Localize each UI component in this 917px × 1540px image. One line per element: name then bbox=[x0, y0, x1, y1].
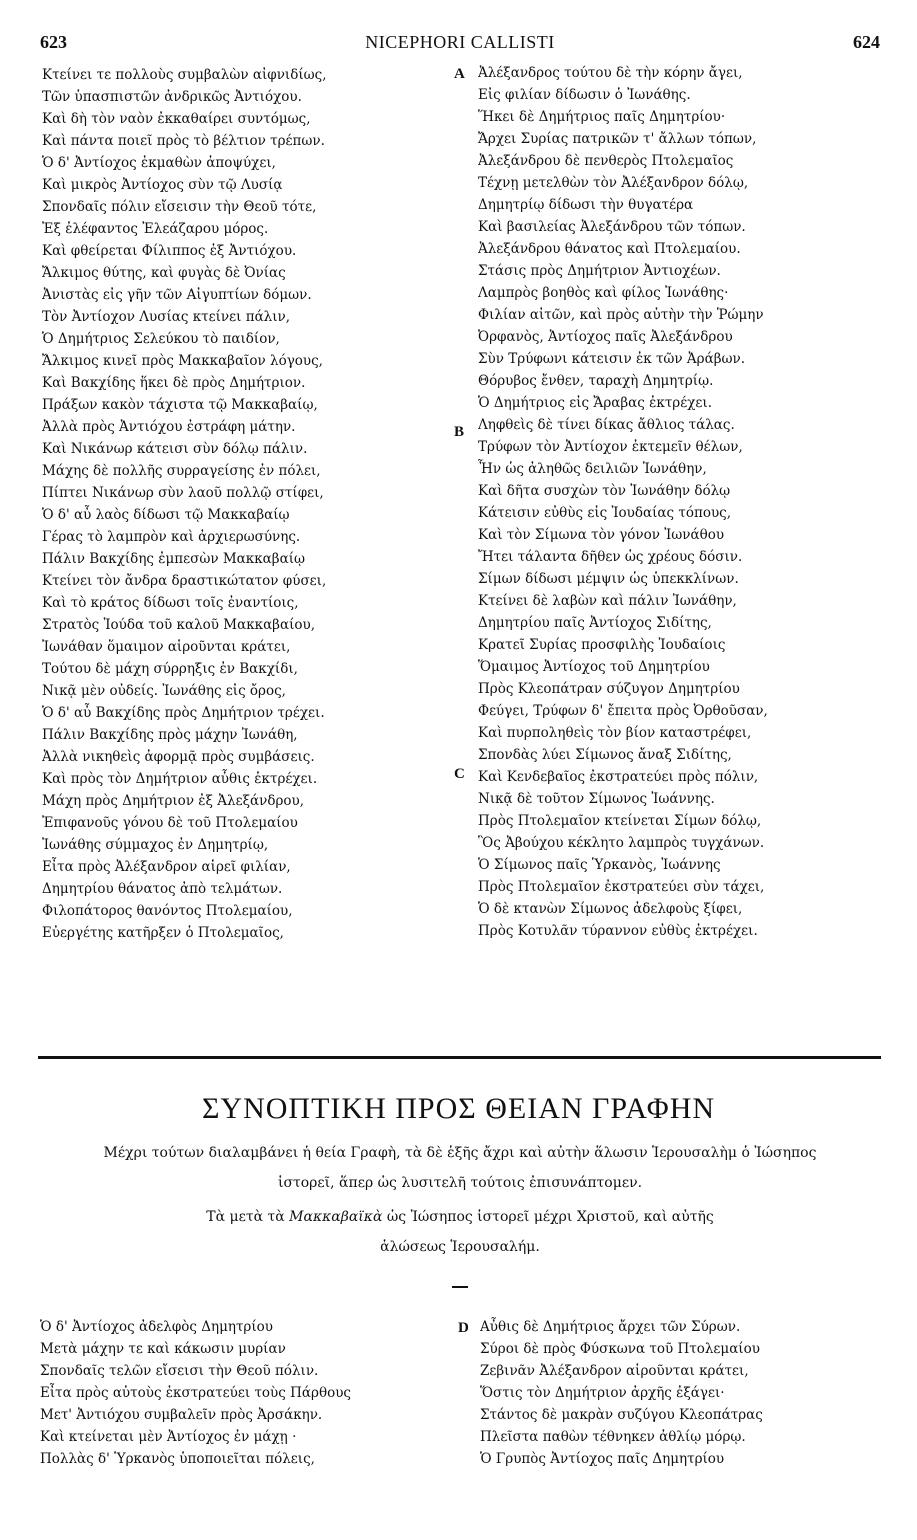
intro-text: ὡς Ἰώσηπος ἱστορεῖ μέχρι Χριστοῦ, καὶ αὐτῆς bbox=[382, 1209, 714, 1225]
verse-line: Σίμων δίδωσι μέμψιν ὡς ὑπεκκλίνων. bbox=[478, 571, 739, 587]
verse-line: Καὶ μικρὸς Ἀντίοχος σὺν τῷ Λυσίᾳ bbox=[42, 177, 283, 193]
running-title: NICEPHORI CALLISTI bbox=[365, 32, 555, 52]
verse-line: Μετὰ μάχην τε καὶ κάκωσιν μυρίαν bbox=[40, 1341, 286, 1357]
bottom-right-column bbox=[480, 1316, 870, 1470]
verse-line: Τρύφων τὸν Ἀντίοχον ἐκτεμεῖν θέλων, bbox=[478, 439, 743, 455]
verse-line: Ὁ δ' αὖ λαὸς δίδωσι τῷ Μακκαβαίῳ bbox=[42, 507, 290, 523]
verse-line: Μάχη πρὸς Δημήτριον ἐξ Ἀλεξάνδρου, bbox=[42, 793, 305, 809]
verse-line: Ὅστις τὸν Δημήτριον ἀρχῆς ἐξάγει· bbox=[480, 1385, 725, 1401]
verse-line: Ὅμαιμος Ἀντίοχος τοῦ Δημητρίου bbox=[478, 659, 710, 675]
verse-line: Καὶ φθείρεται Φίλιππος ἐξ Ἀντιόχου. bbox=[42, 243, 297, 259]
verse-line: Κτείνει τε πολλοὺς συμβαλὼν αἰφνιδίως, bbox=[42, 67, 327, 83]
verse-line: Φιλίαν αἰτῶν, καὶ πρὸς αὐτὴν τὴν Ῥώμην bbox=[478, 307, 764, 323]
left-page-number: 623 bbox=[40, 32, 67, 52]
verse-line: Στρατὸς Ἰούδα τοῦ καλοῦ Μακκαβαίου, bbox=[42, 617, 316, 633]
margin-marker-d: D bbox=[458, 1320, 469, 1336]
verse-line: Θόρυβος ἔνθεν, ταραχὴ Δημητρίῳ. bbox=[478, 373, 714, 389]
verse-line: Τούτου δὲ μάχη σύρρηξις ἐν Βακχίδι, bbox=[42, 661, 298, 677]
verse-line: Ὁ δ' Ἀντίοχος ἀδελφὸς Δημητρίου bbox=[40, 1319, 273, 1335]
verse-line: Σύροι δὲ πρὸς Φύσκωνα τοῦ Πτολεμαίου bbox=[480, 1341, 760, 1357]
right-page-number: 624 bbox=[853, 32, 880, 52]
section-divider-rule bbox=[38, 1056, 881, 1059]
verse-line: Δημητρίου παῖς Ἀντίοχος Σιδίτης, bbox=[478, 615, 712, 631]
verse-line: Μετ' Ἀντιόχου συμβαλεῖν πρὸς Ἀρσάκην. bbox=[40, 1407, 323, 1423]
verse-line: Ἰωνάθαν ὅμαιμον αἱροῦνται κράτει, bbox=[42, 639, 291, 655]
bottom-left-column bbox=[40, 1316, 440, 1470]
verse-line: Σπονδαῖς πόλιν εἴσεισιν τὴν Θεοῦ τότε, bbox=[42, 199, 317, 215]
verse-line: Ἐπιφανοῦς γόνου δὲ τοῦ Πτολεμαίου bbox=[42, 815, 298, 831]
verse-line: Ζεβινᾶν Ἀλέξανδρον αἱροῦνται κράτει, bbox=[480, 1363, 749, 1379]
intro-italic-text: Μακκαβαϊκὰ bbox=[289, 1209, 383, 1225]
verse-line: Δημητρίῳ δίδωσι τὴν θυγατέρα bbox=[478, 197, 694, 213]
page-header bbox=[40, 32, 880, 58]
intro-line: ἱστορεῖ, ἅπερ ὡς λυσιτελῆ τούτοις ἐπισυνάπτομεν. bbox=[277, 1175, 643, 1191]
verse-line: Καὶ πάντα ποιεῖ πρὸς τὸ βέλτιον τρέπων. bbox=[42, 133, 325, 149]
verse-line: Εἰς φιλίαν δίδωσιν ὁ Ἰωνάθης. bbox=[478, 87, 691, 103]
verse-line: Τέχνῃ μετελθὼν τὸν Ἀλέξανδρον δόλῳ, bbox=[478, 175, 749, 191]
intro-line: ἁλώσεως Ἱερουσαλήμ. bbox=[380, 1239, 540, 1255]
verse-line: Καὶ τὸν Σίμωνα τὸν γόνον Ἰωνάθου bbox=[478, 527, 725, 543]
verse-line: Πλεῖστα παθὼν τέθνηκεν ἀθλίῳ μόρῳ. bbox=[480, 1429, 746, 1445]
verse-line: Ὁ Γρυπὸς Ἀντίοχος παῖς Δημητρίου bbox=[480, 1451, 725, 1467]
verse-line: Πράξων κακὸν τάχιστα τῷ Μακκαβαίῳ, bbox=[42, 397, 318, 413]
short-dash-divider bbox=[452, 1286, 468, 1288]
verse-line: Ὁ δ' Ἀντίοχος ἐκμαθὼν ἀποψύχει, bbox=[42, 155, 276, 171]
verse-line: Καὶ δῆτα συσχὼν τὸν Ἰωνάθην δόλῳ bbox=[478, 483, 731, 499]
verse-line: Πάλιν Βακχίδης ἐμπεσὼν Μακκαβαίῳ bbox=[42, 551, 306, 567]
verse-line: Καὶ βασιλείας Ἀλεξάνδρου τῶν τόπων. bbox=[478, 219, 746, 235]
verse-line: Αὖθις δὲ Δημήτριος ἄρχει τῶν Σύρων. bbox=[480, 1319, 741, 1335]
verse-line: Ἀλλὰ πρὸς Ἀντιόχου ἐστράφη μάτην. bbox=[42, 419, 296, 435]
verse-line: Καὶ Νικάνωρ κάτεισι σὺν δόλῳ πάλιν. bbox=[42, 441, 308, 457]
verse-line: Ὀρφανὸς, Ἀντίοχος παῖς Ἀλεξάνδρου bbox=[478, 329, 733, 345]
verse-line: Γέρας τὸ λαμπρὸν καὶ ἀρχιερωσύνης. bbox=[42, 529, 301, 545]
verse-line: Σπονδὰς λύει Σίμωνος ἄναξ Σιδίτης, bbox=[478, 747, 732, 763]
verse-line: Καὶ δὴ τὸν ναὸν ἐκκαθαίρει συντόμως, bbox=[42, 111, 311, 127]
intro-text: Τὰ μετὰ τὰ bbox=[206, 1209, 290, 1225]
verse-line: Λαμπρὸς βοηθὸς καὶ φίλος Ἰωνάθης· bbox=[478, 285, 729, 301]
verse-line: Καὶ πρὸς τὸν Δημήτριον αὖθις ἐκτρέχει. bbox=[42, 771, 318, 787]
verse-line: Ληφθεὶς δὲ τίνει δίκας ἄθλιος τάλας. bbox=[478, 417, 735, 433]
verse-line: Ἀλεξάνδρου θάνατος καὶ Πτολεμαίου. bbox=[478, 241, 741, 257]
verse-line: Ἀνιστὰς εἰς γῆν τῶν Αἰγυπτίων δόμων. bbox=[42, 287, 312, 303]
verse-line: Φιλοπάτορος θανόντος Πτολεμαίου, bbox=[42, 903, 293, 919]
verse-line: Ἤτει τάλαντα δῆθεν ὡς χρέους δόσιν. bbox=[478, 549, 743, 565]
verse-line: Πρὸς Κλεοπάτραν σύζυγον Δημητρίου bbox=[478, 681, 740, 697]
verse-line: Ἄρχει Συρίας πατρικῶν τ' ἄλλων τόπων, bbox=[478, 131, 757, 147]
intro-line bbox=[40, 1206, 880, 1228]
verse-line: Πρὸς Κοτυλᾶν τύραννον εὐθὺς ἐκτρέχει. bbox=[478, 923, 758, 939]
verse-line: Στάντος δὲ μακρὰν συζύγου Κλεοπάτρας bbox=[480, 1407, 763, 1423]
verse-line: Ἀλεξάνδρου δὲ πενθερὸς Πτολεμαῖος bbox=[478, 153, 734, 169]
verse-line: Ἄλκιμος κινεῖ πρὸς Μακκαβαῖον λόγους, bbox=[42, 353, 323, 369]
verse-line: Κάτεισιν εὐθὺς εἰς Ἰουδαίας τόπους, bbox=[478, 505, 732, 521]
margin-marker-b: B bbox=[454, 424, 465, 440]
intro-line: Μέχρι τούτων διαλαμβάνει ἡ θεία Γραφὴ, τὰ δὲ ἑξῆς ἄχρι καὶ αὐτὴν ἅλωσιν Ἱερουσαλὴμ ὁ Ἰώσηπος bbox=[103, 1145, 817, 1161]
verse-line: Ἀλέξανδρος τούτου δὲ τὴν κόρην ἄγει, bbox=[478, 65, 743, 81]
verse-line: Νικᾷ δὲ τοῦτον Σίμωνος Ἰωάννης. bbox=[478, 791, 715, 807]
verse-line: Ὁ Δημήτριος εἰς Ἄραβας ἐκτρέχει. bbox=[478, 395, 712, 411]
verse-line: Στάσις πρὸς Δημήτριον Ἀντιοχέων. bbox=[478, 263, 721, 279]
top-right-column bbox=[478, 62, 868, 942]
verse-line: Ἀλλὰ νικηθεὶς ἀφορμᾷ πρὸς συμβάσεις. bbox=[42, 749, 315, 765]
verse-line: Καὶ Κενδεβαῖος ἐκστρατεύει πρὸς πόλιν, bbox=[478, 769, 759, 785]
verse-line: Σὺν Τρύφωνι κάτεισιν ἐκ τῶν Ἀράβων. bbox=[478, 351, 746, 367]
verse-line: Ἰωνάθης σύμμαχος ἐν Δημητρίῳ, bbox=[42, 837, 269, 853]
section-title: ΣΥΝΟΠΤΙΚΗ ΠΡΟΣ ΘΕΙΑΝ ΓΡΑΦΗΝ bbox=[201, 1092, 716, 1125]
verse-line: Εἶτα πρὸς αὐτοὺς ἐκστρατεύει τοὺς Πάρθους bbox=[40, 1385, 351, 1401]
verse-line: Καὶ κτείνεται μὲν Ἀντίοχος ἐν μάχῃ · bbox=[40, 1429, 297, 1445]
verse-line: Πάλιν Βακχίδης πρὸς μάχην Ἰωνάθη, bbox=[42, 727, 298, 743]
verse-line: Ἦν ὡς ἀληθῶς δειλιῶν Ἰωνάθην, bbox=[478, 461, 707, 477]
verse-line: Ἄλκιμος θύτης, καὶ φυγὰς δὲ Ὀνίας bbox=[42, 265, 286, 281]
verse-line: Πρὸς Πτολεμαῖον ἐκστρατεύει σὺν τάχει, bbox=[478, 879, 765, 895]
verse-line: Τῶν ὑπασπιστῶν ἀνδρικῶς Ἀντιόχου. bbox=[42, 89, 302, 105]
verse-line: Δημητρίου θάνατος ἀπὸ τελμάτων. bbox=[42, 881, 283, 897]
verse-line: Εἶτα πρὸς Ἀλέξανδρον αἱρεῖ φιλίαν, bbox=[42, 859, 291, 875]
verse-line: Νικᾷ μὲν οὐδείς. Ἰωνάθης εἰς ὄρος, bbox=[42, 683, 286, 699]
verse-line: Ὁ Δημήτριος Σελεύκου τὸ παιδίον, bbox=[42, 331, 280, 347]
verse-line: Ὁ δὲ κτανὼν Σίμωνος ἀδελφοὺς ξίφει, bbox=[478, 901, 743, 917]
verse-line: Ἐξ ἐλέφαντος Ἐλεάζαρου μόρος. bbox=[42, 221, 269, 237]
top-left-column bbox=[42, 64, 442, 944]
margin-marker-a: A bbox=[454, 66, 465, 82]
verse-line: Ἥκει δὲ Δημήτριος παῖς Δημητρίου· bbox=[478, 109, 726, 125]
verse-line: Καὶ Βακχίδης ἥκει δὲ πρὸς Δημήτριον. bbox=[42, 375, 306, 391]
verse-line: Πίπτει Νικάνωρ σὺν λαοῦ πολλῷ στίφει, bbox=[42, 485, 324, 501]
verse-line: Τὸν Ἀντίοχον Λυσίας κτείνει πάλιν, bbox=[42, 309, 291, 325]
verse-line: Κτείνει δὲ λαβὼν καὶ πάλιν Ἰωνάθην, bbox=[478, 593, 737, 609]
verse-line: Εὐεργέτης κατῆρξεν ὁ Πτολεμαῖος, bbox=[42, 925, 284, 941]
verse-line: Πολλὰς δ' Ὑρκανὸς ὑποποιεῖται πόλεις, bbox=[40, 1451, 315, 1467]
verse-line: Κρατεῖ Συρίας προσφιλὴς Ἰουδαίοις bbox=[478, 637, 726, 653]
verse-line: Ὁ δ' αὖ Βακχίδης πρὸς Δημήτριον τρέχει. bbox=[42, 705, 325, 721]
verse-line: Ὃς Ἀβούχου κέκλητο λαμπρὸς τυγχάνων. bbox=[478, 835, 765, 851]
verse-line: Πρὸς Πτολεμαῖον κτείνεται Σίμων δόλῳ, bbox=[478, 813, 762, 829]
verse-line: Ὁ Σίμωνος παῖς Ὑρκανὸς, Ἰωάννης bbox=[478, 857, 721, 873]
verse-line: Καὶ τὸ κράτος δίδωσι τοῖς ἐναντίοις, bbox=[42, 595, 299, 611]
verse-line: Σπονδαῖς τελῶν εἴσεισι τὴν Θεοῦ πόλιν. bbox=[40, 1363, 319, 1379]
verse-line: Καὶ πυρποληθεὶς τὸν βίον καταστρέφει, bbox=[478, 725, 752, 741]
verse-line: Φεύγει, Τρύφων δ' ἔπειτα πρὸς Ὀρθοῦσαν, bbox=[478, 703, 768, 719]
verse-line: Κτείνει τὸν ἄνδρα δραστικώτατον φύσει, bbox=[42, 573, 327, 589]
verse-line: Μάχης δὲ πολλῆς συρραγείσης ἐν πόλει, bbox=[42, 463, 321, 479]
margin-marker-c: C bbox=[454, 766, 465, 782]
